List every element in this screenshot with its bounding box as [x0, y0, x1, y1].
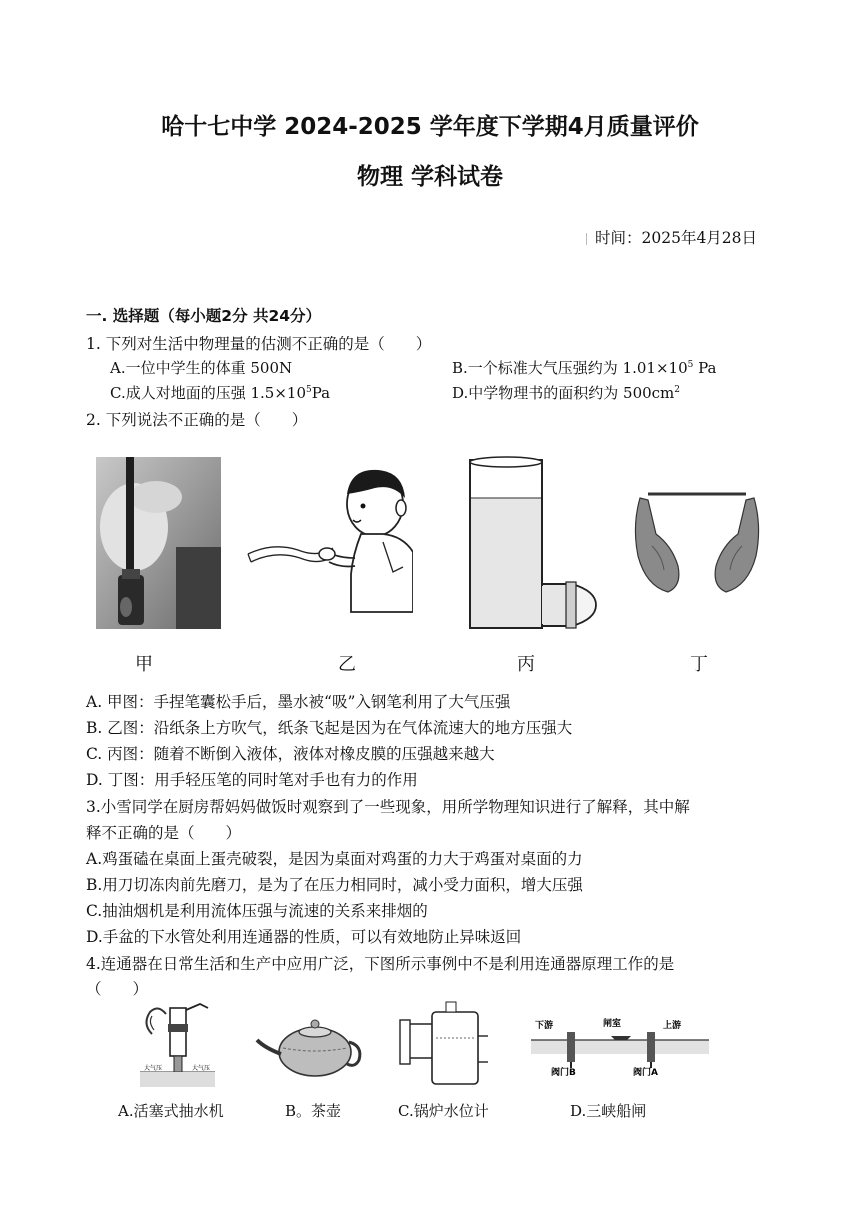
q4-caption-b: B。茶壶 — [285, 1102, 342, 1120]
q3-option-c: C.抽油烟机是利用流体压强与流速的关系来排烟的 — [86, 902, 428, 920]
lock-label-downstream: 下游 — [535, 1021, 554, 1031]
exam-date: 时间：2025年4月28日 — [586, 226, 757, 248]
figure-caption-jia: 甲 — [135, 654, 153, 675]
pump-label-left: 大气压 — [144, 1065, 163, 1072]
q1-option-d: D.中学物理书的面积约为 $500cm^2$ — [452, 384, 681, 402]
teapot-figure — [253, 1018, 363, 1080]
boiler-gauge-figure — [396, 1000, 492, 1086]
q2-option-c: C. 丙图：随着不断倒入液体，液体对橡皮膜的压强越来越大 — [86, 745, 495, 763]
q4-stem-line2: （ ） — [86, 980, 149, 998]
exam-subtitle: 物理 学科试卷 — [356, 164, 503, 190]
q4-caption-a: A.活塞式抽水机 — [118, 1102, 224, 1120]
q2-option-b: B. 乙图：沿纸条上方吹气，纸条飞起是因为在气体流速大的地方压强大 — [86, 719, 573, 737]
hands-pen-figure — [628, 486, 766, 596]
ship-lock-figure — [531, 1018, 709, 1076]
q1-option-b: B.一个标准大气压强约为 $1.01\times 10^5$ Pa — [452, 359, 717, 377]
boy-blowing-paper-figure — [243, 462, 413, 617]
q2-option-a: A. 甲图：手捏笔囊松手后，墨水被“吸”入钢笔利用了大气压强 — [86, 693, 511, 711]
lock-label-chamber: 闸室 — [603, 1019, 622, 1029]
q1-stem: 1. 下列对生活中物理量的估测不正确的是（ ） — [86, 335, 432, 353]
q1-option-a: A.一位中学生的体重 500N — [110, 359, 293, 377]
q3-option-a: A.鸡蛋磕在桌面上蛋壳破裂，是因为桌面对鸡蛋的力大于鸡蛋对桌面的力 — [86, 850, 583, 868]
figure-caption-yi: 乙 — [338, 654, 356, 675]
q3-option-b: B.用刀切冻肉前先磨刀，是为了在压力相同时，减小受力面积，增大压强 — [86, 876, 583, 894]
exam-title: 哈十七中学 2024-2025 学年度下学期4月质量评价 — [161, 114, 699, 140]
section-heading: 一. 选择题（每小题2分 共24分） — [86, 307, 322, 325]
q2-stem: 2. 下列说法不正确的是（ ） — [86, 411, 308, 429]
figure-caption-bing: 丙 — [517, 654, 535, 675]
figure-caption-ding: 丁 — [690, 654, 708, 675]
lock-label-upstream: 上游 — [663, 1021, 682, 1031]
q3-option-d: D.手盆的下水管处利用连通器的性质，可以有效地防止异味返回 — [86, 928, 522, 946]
q4-caption-c: C.锅炉水位计 — [398, 1102, 489, 1120]
q3-stem-line1: 3.小雪同学在厨房帮妈妈做饭时观察到了一些现象，用所学物理知识进行了解释，其中解 — [86, 798, 690, 816]
lock-label-gate-b: 阀门B — [551, 1068, 576, 1076]
q2-option-d: D. 丁图：用手轻压笔的同时笔对手也有力的作用 — [86, 771, 418, 789]
q4-caption-d: D.三峡船闸 — [570, 1102, 647, 1120]
lock-label-gate-a: 阀门A — [633, 1068, 658, 1076]
q1-option-c: C.成人对地面的压强 $1.5\times 10^5Pa$ — [110, 384, 331, 402]
q3-stem-line2: 释不正确的是（ ） — [86, 824, 242, 842]
pump-label-right: 大气压 — [192, 1065, 211, 1072]
piston-pump-figure — [140, 1002, 215, 1087]
q4-stem-line1: 4.连通器在日常生活和生产中应用广泛，下图所示事例中不是利用连通器原理工作的是 — [86, 955, 675, 973]
liquid-container-figure — [466, 456, 606, 631]
pen-ink-photo — [96, 457, 221, 629]
